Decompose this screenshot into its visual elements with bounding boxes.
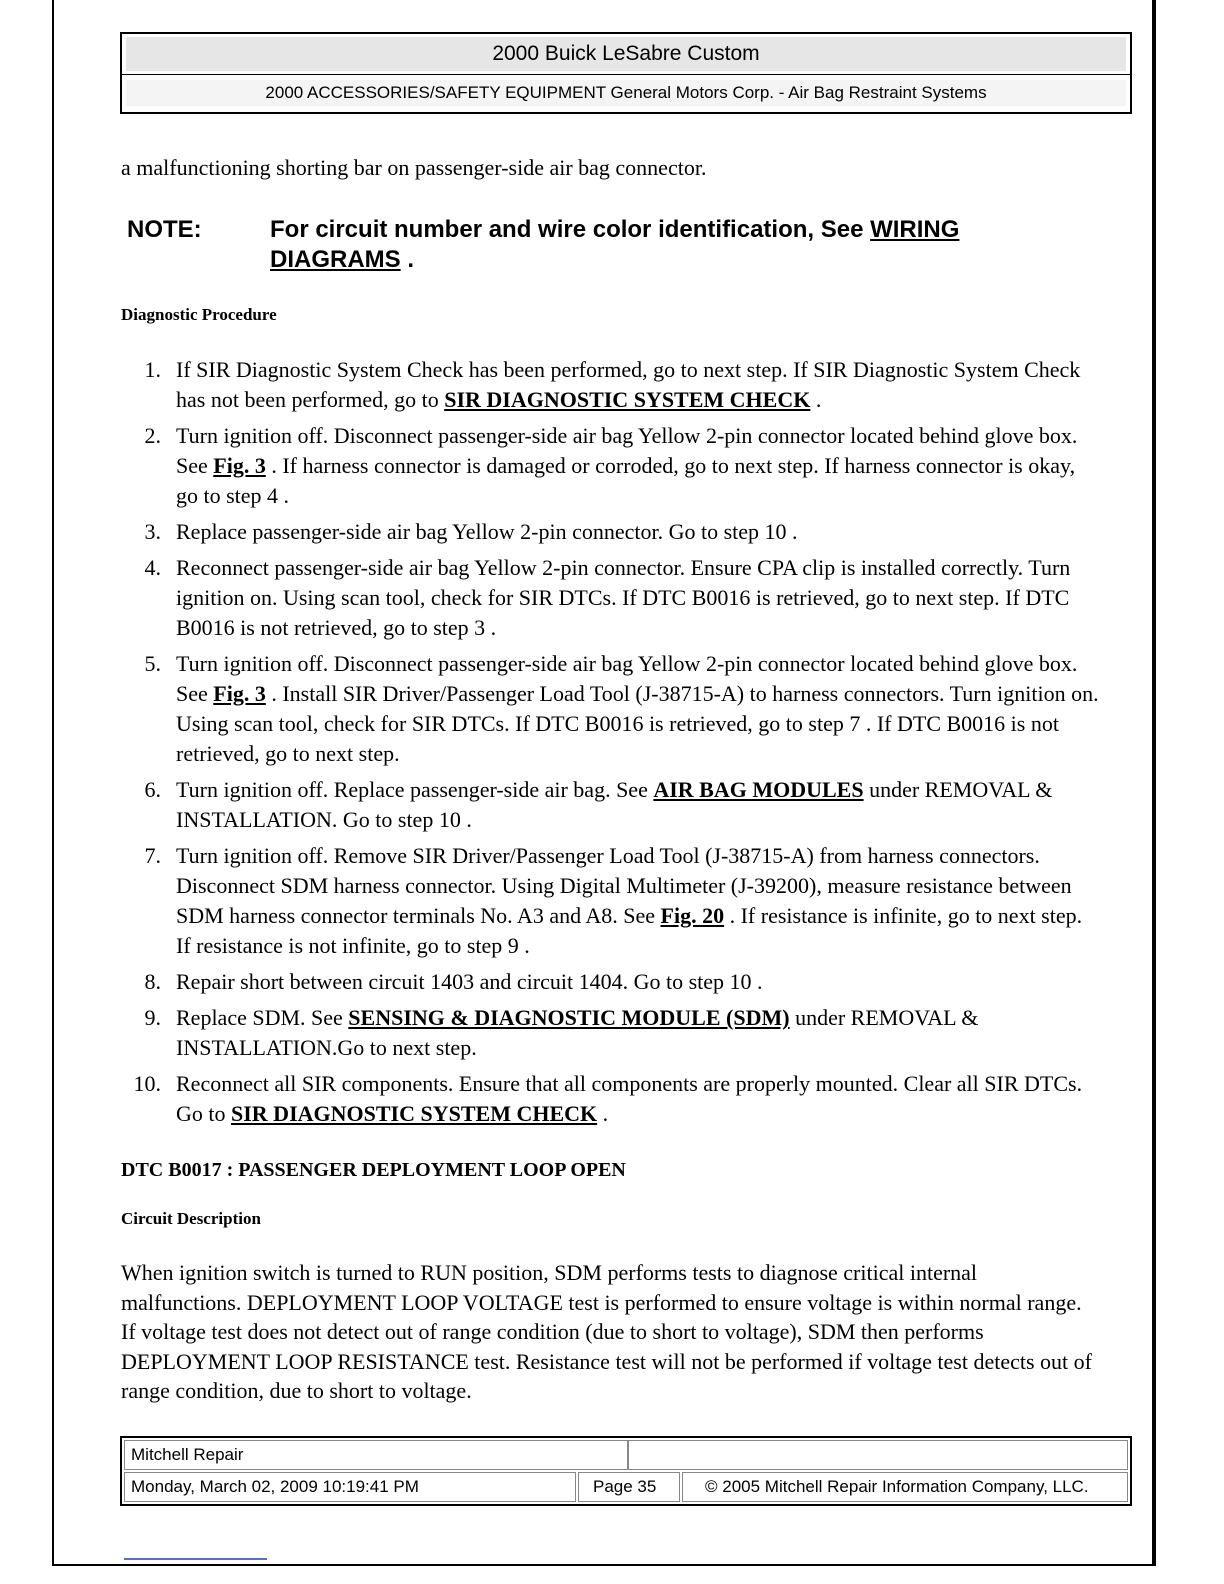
step-text: If SIR Diagnostic System Check has been performed, go to next step. If SIR Diagnostic System Check has not been performed, go to [176,357,1081,412]
step-text: Turn ignition off. Remove SIR Driver/Passenger Load Tool (J-38715-A) from harness connectors. Disconnect SDM harness connector. Using Digital Multimeter (J-39200), measure resistance between SDM harness connector terminals No. A3 and A8. See [176,843,1072,928]
procedure-step [121,355,1101,415]
step-text-end: . Install SIR Driver/Passenger Load Tool (J-38715-A) to harness connectors. Turn ignition on. Using scan tool, check for SIR DTCs. If DTC B0016 is retrieved, go to step 7 . If DTC B0016 is not retrieved, go to next step. [176,681,1099,766]
note-label: NOTE: [127,216,202,243]
procedure-step [121,649,1101,769]
footer-copyright: © 2005 Mitchell Repair Information Company, LLC. [682,1472,1128,1502]
step-text: Replace SDM. See [176,1005,349,1030]
procedure-step [121,967,1101,997]
procedure-step [121,841,1101,961]
procedure-step [121,553,1101,643]
step-text-end: under REMOVAL & INSTALLATION. Go to step 10 . [176,777,1053,832]
wiring-diagrams-link[interactable]: WIRING DIAGRAMS [270,216,960,273]
step-text-end: . [597,1101,609,1126]
step-number: 10. [133,1071,161,1096]
step-number: 3. [144,519,161,544]
step-text-end: . If resistance is infinite, go to next step. If resistance is not infinite, go to step 9 . [176,903,1083,958]
procedure-step [121,1069,1101,1129]
header-title: 2000 Buick LeSabre Custom [126,37,1126,71]
sir-check-link[interactable]: SIR DIAGNOSTIC SYSTEM CHECK [444,387,811,412]
intro-text: a malfunctioning shorting bar on passenger-side air bag connector. [121,155,707,180]
document-footer [120,1436,1132,1506]
footer-source: Mitchell Repair [124,1440,628,1470]
fig-3-link[interactable]: Fig. 3 [213,453,266,478]
circuit-description-heading: Circuit Description [121,1209,261,1228]
circuit-description-text: When ignition switch is turned to RUN position, SDM performs tests to diagnose critical internal malfunctions. DEPLOYMENT LOOP VOLTAGE test is performed to ensure voltage is within normal range. If voltage test does not detect out of range condition (due to short to voltage), SDM then performs DEPLOYMENT LOOP RESISTANCE test. Resistance test will not be performed if voltage test detects out of range condition, due to short to voltage. [121,1260,1092,1403]
step-number: 5. [144,651,161,676]
step-text-end: . [810,387,822,412]
step-number: 7. [144,843,161,868]
step-text-end: under REMOVAL & INSTALLATION.Go to next step. [176,1005,979,1060]
procedure-step [121,517,1101,547]
step-text: Turn ignition off. Disconnect passenger-side air bag Yellow 2-pin connector located behind glove box. See [176,651,1078,706]
air-bag-modules-link[interactable]: AIR BAG MODULES [653,777,864,802]
step-number: 2. [144,423,161,448]
step-text-end: . If harness connector is damaged or corroded, go to next step. If harness connector is okay, go to step 4 . [176,453,1076,508]
step-number: 9. [144,1005,161,1030]
sdm-link[interactable]: SENSING & DIAGNOSTIC MODULE (SDM) [348,1005,790,1030]
footer-datetime: Monday, March 02, 2009 10:19:41 PM [124,1472,576,1502]
dtc-heading: DTC B0017 : PASSENGER DEPLOYMENT LOOP OPEN [121,1159,626,1181]
step-text: Reconnect all SIR components. Ensure that all components are properly mounted. Clear all SIR DTCs. Go to [176,1071,1083,1126]
step-text: Replace passenger-side air bag Yellow 2-pin connector. Go to step 10 . [176,519,798,544]
step-text: Repair short between circuit 1403 and circuit 1404. Go to step 10 . [176,969,763,994]
document-header [120,32,1132,114]
header-divider [122,74,1130,75]
step-text: Turn ignition off. Disconnect passenger-side air bag Yellow 2-pin connector located behind glove box. See [176,423,1078,478]
procedure-steps [121,355,1101,1135]
step-text: Reconnect passenger-side air bag Yellow 2-pin connector. Ensure CPA clip is installed correctly. Turn ignition on. Using scan tool, check for SIR DTCs. If DTC B0016 is retrieved, go to next step. If DTC B0016 is not retrieved, go to step 3 . [176,555,1071,640]
step-number: 8. [144,969,161,994]
step-number: 1. [144,357,161,382]
header-subtitle: 2000 ACCESSORIES/SAFETY EQUIPMENT General Motors Corp. - Air Bag Restraint Systems [126,80,1126,106]
step-number: 6. [144,777,161,802]
step-number: 4. [144,555,161,580]
footer-page: Page 35 [578,1472,680,1502]
footer-empty-cell [628,1440,1128,1470]
fig-20-link[interactable]: Fig. 20 [660,903,725,928]
note-text [270,215,1070,275]
procedure-step [121,421,1101,511]
step-text: Turn ignition off. Replace passenger-side air bag. See [176,777,654,802]
note-end: . [407,246,415,273]
procedure-step [121,1003,1101,1063]
note-body: For circuit number and wire color identification, See [270,216,864,243]
fig-3-link[interactable]: Fig. 3 [213,681,266,706]
procedure-step [121,775,1101,835]
bottom-link-rule [124,1558,267,1560]
diagnostic-procedure-heading: Diagnostic Procedure [121,305,277,324]
sir-check-link[interactable]: SIR DIAGNOSTIC SYSTEM CHECK [231,1101,598,1126]
